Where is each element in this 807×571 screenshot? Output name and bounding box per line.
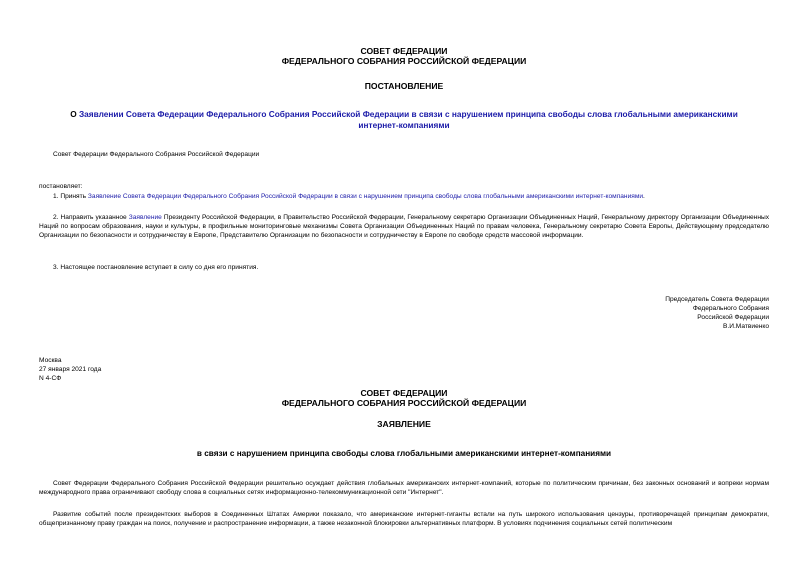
doc-type-resolution: ПОСТАНОВЛЕНИЕ — [364, 81, 444, 91]
item-2 — [39, 214, 769, 241]
resolution-title — [39, 109, 769, 131]
intro-text: Совет Федерации Федерального Собрания Российской Федерации — [53, 151, 260, 158]
title-link[interactable]: Заявлении Совета Федерации Федерального Собрания Российской Федерации в связи с нарушением принципа свободы слова глобальными американскими — [78, 109, 738, 119]
council-header-2 — [39, 388, 769, 409]
item-1-link[interactable]: Заявление Совета Федерации Федерального Собрания Российской Федерации в связи с нарушением принципа свободы слова глобальными американскими интернет-компаниями — [87, 193, 644, 200]
item-2-prefix: 2. Направить указанное — [53, 214, 129, 221]
item-2-text: Президенту Российской Федерации, в Правительство Российской Федерации, Генеральному секретарю Организации Объединенных Наций, Генеральному директору Организации Объединенных Наций по вопросам образования, науки и культуры, в профильные мониторинговые механизмы Совета Организации Объединенных Наций по правам человека, Генеральному секретарю Совета Европы, Действующему председателю Организации по безопасности и сотрудничеству в Европе, Представителю Организации по безопасности и сотрудничеству в Европе по свободе средств массовой информации. — [39, 214, 769, 239]
statement-para-2: Развитие событий после президентских выборов в Соединенных Штатах Америки показало, что американские интернет-гиганты встали на путь широкого использования цензуры, противоречащей принципам демократии, общепризнанному праву граждан на поиск, получение и распространение информации, а также незаконной блокировки альтернативных платформ. В условиях подчинения социальных сетей политическим — [39, 511, 769, 527]
signature-name: В.И.Матвиенко — [722, 322, 769, 330]
signature-line-2: Федерального Собрания — [692, 304, 769, 312]
doc-type-statement: ЗАЯВЛЕНИЕ — [377, 419, 431, 429]
statement-para-1: Совет Федерации Федерального Собрания Российской Федерации решительно осуждает действия глобальных американских интернет-компаний, которые по политическим причинам, без законных оснований и вопреки нормам международного права ограничивают свободу слова в социальных сетях информационно-телекоммуникационной сети "Интернет". — [39, 480, 769, 496]
signature-line-3: Российской Федерации — [697, 313, 769, 321]
city: Москва — [39, 357, 62, 364]
title-link-line2[interactable]: интернет-компаниями — [358, 120, 450, 131]
item-1-prefix: 1. Принять — [53, 193, 88, 200]
title-prefix: О — [70, 109, 79, 119]
item-1 — [39, 193, 783, 202]
assembly-name-2: ФЕДЕРАЛЬНОГО СОБРАНИЯ РОССИЙСКОЙ ФЕДЕРАЦИИ — [281, 398, 527, 409]
council-name: СОВЕТ ФЕДЕРАЦИИ — [360, 46, 448, 56]
signature-title: Председатель Совета Федерации — [665, 296, 769, 303]
statement-subtitle: в связи с нарушением принципа свободы слова глобальными американскими интернет-компаниями — [196, 449, 612, 458]
date: 27 января 2021 года — [39, 365, 102, 373]
council-name-2: СОВЕТ ФЕДЕРАЦИИ — [360, 388, 448, 398]
assembly-name: ФЕДЕРАЛЬНОГО СОБРАНИЯ РОССИЙСКОЙ ФЕДЕРАЦИИ — [281, 56, 527, 67]
item-3: 3. Настоящее постановление вступает в силу со дня его принятия. — [53, 264, 259, 271]
council-header-1 — [39, 46, 769, 67]
place-date-block — [39, 357, 769, 384]
signature-block — [39, 296, 769, 332]
document-number: N 4-СФ — [39, 374, 62, 382]
item-1-suffix: . — [643, 193, 645, 200]
decides-text: постановляет: — [39, 183, 83, 190]
item-2-link[interactable]: Заявление — [128, 214, 162, 221]
